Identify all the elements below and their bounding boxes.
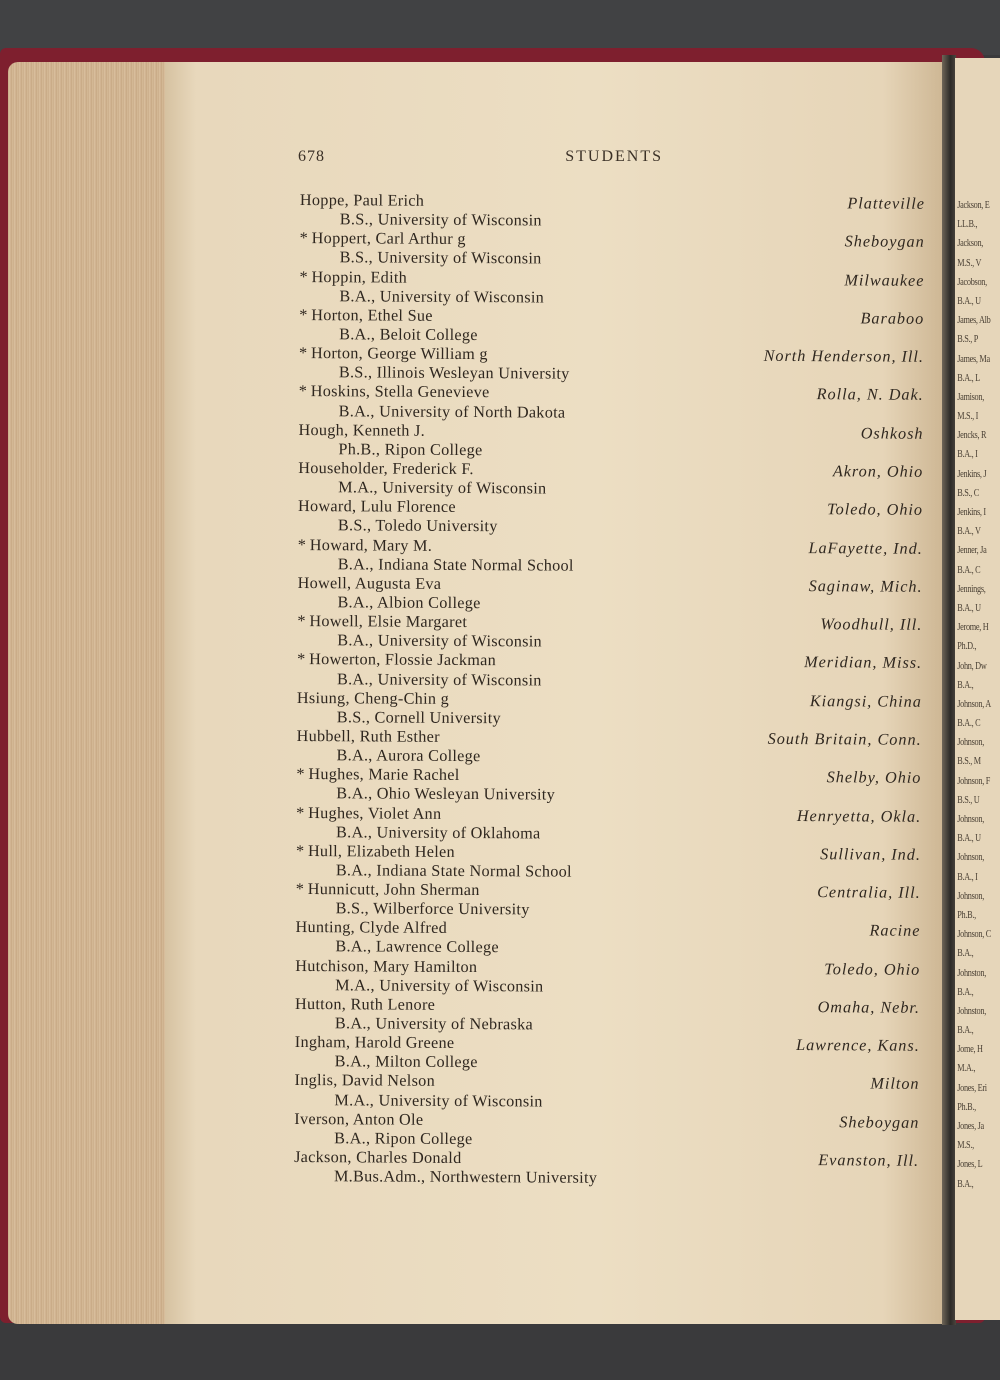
student-name: Hughes, Violet Ann: [308, 803, 442, 823]
student-entry: [297, 689, 922, 731]
running-head: STUDENTS: [565, 148, 663, 165]
student-entry: [300, 191, 925, 233]
facing-page-line: Jackson, E: [957, 199, 990, 211]
graduate-asterisk: *: [296, 765, 305, 784]
facing-page-line: Ph.B.,: [957, 908, 976, 921]
student-name: Hoppe, Paul Erich: [299, 191, 425, 210]
hometown: Akron, Ohio: [832, 462, 924, 481]
student-degree: M.A., University of Wisconsin: [335, 975, 544, 996]
graduate-asterisk: *: [297, 612, 306, 631]
student-name: Hubbell, Ruth Esther: [296, 726, 440, 746]
hometown: Baraboo: [860, 309, 925, 328]
student-list: [294, 191, 925, 1190]
student-name: Howell, Augusta Eva: [297, 573, 442, 593]
student-degree: B.A., Ripon College: [334, 1129, 473, 1148]
graduate-asterisk: *: [299, 229, 309, 248]
graduate-asterisk: *: [295, 880, 305, 899]
hometown: Oshkosh: [860, 424, 924, 443]
student-entry: [296, 765, 921, 807]
student-degree: B.S., Toledo University: [337, 516, 498, 536]
page-edges: [8, 62, 168, 1324]
hometown: Evanston, Ill.: [818, 1151, 920, 1170]
student-degree: B.A., Lawrence College: [335, 937, 499, 957]
student-entry: [300, 229, 925, 271]
facing-page-line: Johnson,: [957, 736, 984, 749]
student-entry: [298, 459, 923, 501]
hometown: Sheboygan: [844, 232, 925, 252]
facing-page-line: Johnston,: [957, 1004, 986, 1017]
facing-page-line: B.S., U: [957, 793, 980, 806]
student-degree: B.A., University of Oklahoma: [336, 822, 541, 843]
facing-page-line: Jerome, H: [957, 621, 989, 634]
student-entry: [298, 497, 923, 539]
hometown: Sullivan, Ind.: [820, 844, 922, 864]
student-name: Inglis, David Nelson: [294, 1071, 436, 1091]
student-name: Householder, Frederick F.: [298, 458, 474, 479]
facing-page-line: B.A., U: [957, 294, 981, 307]
facing-page-line: James, Ma: [957, 352, 990, 365]
graduate-asterisk: *: [298, 344, 308, 363]
student-degree: B.S., University of Wisconsin: [339, 248, 542, 268]
facing-page-line: Jones, Eri: [957, 1081, 987, 1094]
facing-page-line: LL.B.,: [957, 218, 978, 231]
facing-page-line: Johnson, A: [957, 697, 991, 710]
facing-page-line: B.A.,: [957, 985, 974, 998]
graduate-asterisk: *: [299, 267, 308, 286]
student-degree: M.A., University of Wisconsin: [338, 478, 547, 498]
student-name: Jackson, Charles Donald: [294, 1148, 462, 1168]
student-entry: [295, 957, 920, 999]
facing-page-line: B.A., I: [957, 448, 978, 461]
student-entry: [297, 612, 922, 654]
facing-page-line: Jennings,: [957, 582, 986, 595]
student-degree: Ph.B., Ripon College: [338, 440, 483, 459]
student-entry: [299, 268, 924, 310]
facing-page-line: Jacobson,: [957, 275, 987, 288]
graduate-asterisk: *: [297, 650, 306, 669]
student-degree: M.Bus.Adm., Northwestern University: [333, 1167, 598, 1188]
facing-page-line: B.A., U: [957, 832, 981, 845]
facing-page-line: Jones, L: [957, 1158, 983, 1171]
facing-page-line: John, Dw: [957, 659, 987, 672]
facing-page-line: B.S., M: [957, 755, 981, 768]
student-name: Hutton, Ruth Lenore: [294, 994, 436, 1014]
book-gutter: [942, 55, 956, 1325]
student-name: Hsiung, Cheng-Chin g: [296, 688, 450, 708]
facing-page-line: B.A.,: [957, 947, 974, 960]
hometown: South Britain, Conn.: [767, 729, 922, 749]
facing-page-line: Jenkins, J: [957, 467, 987, 480]
hometown: Kiangsi, China: [809, 691, 922, 711]
facing-page-line: Jencks, R: [957, 429, 987, 442]
student-name: Howard, Lulu Florence: [298, 497, 456, 517]
student-entry: [295, 1033, 920, 1075]
student-name: Hunting, Clyde Alfred: [295, 918, 448, 938]
facing-page-line: B.A., C: [957, 717, 981, 730]
student-name: Howard, Mary M.: [309, 535, 433, 555]
student-entry: [296, 880, 921, 922]
student-degree: B.S., Illinois Wesleyan University: [338, 363, 570, 383]
hometown: Henryetta, Okla.: [796, 806, 922, 826]
hometown: Woodhull, Ill.: [820, 615, 923, 634]
student-degree: B.A., University of North Dakota: [338, 401, 566, 422]
facing-page-line: B.S., C: [957, 486, 979, 499]
facing-page-line: B.A., L: [957, 371, 980, 384]
student-entry: [297, 574, 922, 616]
facing-page-line: M.S.,: [957, 1139, 974, 1152]
facing-page-line: B.A., C: [957, 563, 981, 576]
student-degree: B.A., University of Wisconsin: [339, 286, 545, 307]
facing-page-line: Johnson,: [957, 851, 984, 864]
dark-backdrop: [0, 0, 1000, 55]
student-degree: B.A., Beloit College: [339, 325, 478, 345]
facing-page-line: Jamison,: [957, 390, 984, 403]
graduate-asterisk: *: [299, 305, 308, 324]
facing-page-line: M.S., V: [957, 256, 982, 269]
student-entry: [298, 536, 923, 578]
facing-page-line: B.A.,: [957, 1024, 974, 1037]
hometown: North Henderson, Ill.: [763, 346, 925, 366]
hometown: Sheboygan: [839, 1113, 920, 1132]
student-name: Horton, George William g: [310, 344, 488, 364]
hometown: LaFayette, Ind.: [808, 538, 923, 558]
student-entry: [296, 803, 921, 845]
student-name: Hull, Elizabeth Helen: [307, 841, 456, 861]
student-degree: B.A., Aurora College: [336, 746, 481, 766]
hometown: Saginaw, Mich.: [808, 576, 923, 596]
facing-page-line: Johnson,: [957, 813, 984, 825]
facing-page-line: B.S., P: [957, 333, 979, 346]
student-entry: [295, 918, 920, 960]
hometown: Rolla, N. Dak.: [816, 385, 924, 405]
student-name: Iverson, Anton Ole: [294, 1109, 424, 1129]
student-degree: B.A., Milton College: [334, 1052, 478, 1072]
hometown: Meridian, Miss.: [804, 653, 923, 673]
facing-page-fragment: [955, 58, 1000, 1320]
student-entry: [295, 995, 920, 1037]
student-entry: [299, 306, 924, 348]
student-entry: [299, 344, 924, 386]
hometown: Lawrence, Kans.: [796, 1036, 920, 1055]
student-name: Hunnicutt, John Sherman: [307, 880, 480, 900]
facing-page-line: B.A.,: [957, 678, 974, 691]
student-degree: B.S., University of Wisconsin: [339, 210, 542, 230]
hometown: Platteville: [847, 194, 925, 213]
student-degree: B.A., University of Wisconsin: [337, 631, 543, 651]
facing-page-line: Johnson,: [957, 889, 984, 902]
facing-page-line: Ph.B.,: [957, 1100, 976, 1113]
facing-page-line: Jome, H: [957, 1043, 983, 1056]
hometown: Omaha, Nebr.: [817, 998, 921, 1017]
student-entry: [298, 421, 923, 463]
student-name: Ingham, Harold Greene: [294, 1033, 455, 1053]
facing-page-line: B.A., I: [957, 870, 978, 883]
facing-page-line: Johnson, C: [957, 928, 991, 941]
student-entry: [294, 1148, 919, 1190]
facing-page-line: Jones, Ja: [957, 1120, 984, 1132]
graduate-asterisk: *: [295, 841, 305, 860]
page-header: [298, 148, 663, 170]
student-name: Hoskins, Stella Genevieve: [310, 382, 490, 402]
student-degree: B.A., University of Nebraska: [334, 1014, 534, 1034]
hometown: Milton: [870, 1074, 920, 1094]
graduate-asterisk: *: [296, 803, 305, 822]
student-degree: B.S., Cornell University: [336, 708, 501, 728]
hometown: Racine: [869, 921, 921, 941]
student-name: Horton, Ethel Sue: [311, 305, 433, 325]
student-name: Hutchison, Mary Hamilton: [295, 956, 478, 976]
facing-page-line: James, Alb: [957, 314, 991, 327]
student-entry: [294, 1110, 919, 1152]
student-entry: [294, 1071, 919, 1113]
facing-page-line: Johnson, F: [957, 774, 991, 787]
facing-page-line: Jenner, Ja: [957, 544, 987, 557]
hometown: Centralia, Ill.: [817, 883, 921, 902]
student-degree: B.A., Indiana State Normal School: [337, 554, 574, 575]
facing-page-line: B.A., V: [957, 525, 981, 538]
graduate-asterisk: *: [297, 535, 307, 554]
student-entry: [299, 382, 924, 424]
hometown: Toledo, Ohio: [827, 500, 924, 520]
facing-page-line: M.A.,: [957, 1062, 976, 1075]
student-name: Hughes, Marie Rachel: [308, 765, 460, 785]
hometown: Milwaukee: [844, 270, 925, 290]
hometown: Shelby, Ohio: [826, 768, 922, 788]
facing-page-line: M.S., I: [957, 410, 979, 423]
student-degree: B.A., University of Wisconsin: [336, 669, 542, 690]
facing-page-line: Ph.D.,: [957, 640, 977, 653]
student-name: Hoppert, Carl Arthur g: [311, 229, 466, 249]
student-name: Howerton, Flossie Jackman: [309, 650, 497, 670]
student-entry: [297, 650, 922, 692]
student-name: Hoppin, Edith: [311, 267, 408, 287]
student-name: Howell, Elsie Margaret: [309, 612, 468, 632]
student-entry: [296, 727, 921, 769]
student-degree: B.A., Albion College: [337, 593, 481, 613]
facing-page-line: Jackson,: [957, 237, 984, 250]
graduate-asterisk: *: [298, 382, 308, 401]
page-number: 678: [298, 148, 325, 165]
student-entry: [296, 842, 921, 884]
student-degree: M.A., University of Wisconsin: [334, 1090, 543, 1111]
student-name: Hough, Kenneth J.: [298, 420, 426, 440]
facing-page-line: Johnston,: [957, 966, 986, 979]
facing-page-line: B.A.,: [957, 1177, 974, 1190]
student-degree: B.S., Wilberforce University: [335, 899, 530, 919]
student-degree: B.A., Ohio Wesleyan University: [336, 784, 556, 804]
student-degree: B.A., Indiana State Normal School: [335, 861, 572, 881]
facing-page-line: B.A., U: [957, 601, 981, 614]
hometown: Toledo, Ohio: [824, 959, 921, 979]
facing-page-line: Jenkins, I: [957, 506, 986, 518]
